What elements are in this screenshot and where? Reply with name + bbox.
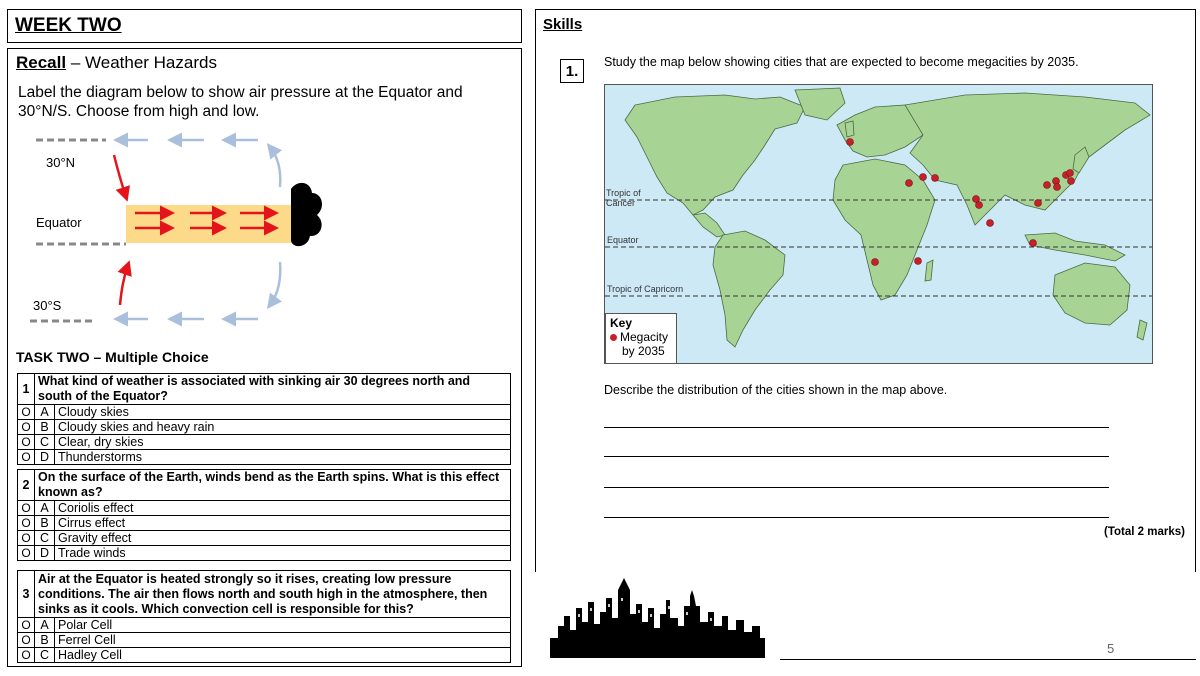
world-map xyxy=(605,85,1152,363)
question-number-badge: 1. xyxy=(560,59,584,83)
question-text: Air at the Equator is heated strongly so it rises, creating low pressure conditions. The air then flows north and south high in the atmosphere, then sinks as it cools. Which convection cell is responsible for this? xyxy=(35,571,511,618)
tropic-capricorn-label: Tropic of Capricorn xyxy=(607,284,684,294)
label-30n: 30°N xyxy=(46,155,76,170)
radio-option-3b[interactable]: O xyxy=(18,633,35,648)
option-letter: A xyxy=(35,618,55,633)
option-text: Cloudy skies and heavy rain xyxy=(55,420,511,435)
option-letter: B xyxy=(35,420,55,435)
rising-air-arrow-north xyxy=(270,147,280,187)
radio-option-2c[interactable]: O xyxy=(18,531,35,546)
rising-air-arrow-south xyxy=(270,262,280,305)
option-row[interactable] xyxy=(18,618,511,633)
city-skyline-image xyxy=(550,578,765,660)
week-title-box xyxy=(7,9,522,43)
option-text: Cirrus effect xyxy=(55,516,511,531)
option-row[interactable] xyxy=(18,546,511,561)
megacity-map xyxy=(604,84,1153,364)
option-text: Polar Cell xyxy=(55,618,511,633)
key-title: Key xyxy=(610,316,633,330)
option-text: Hadley Cell xyxy=(55,648,511,663)
label-equator: Equator xyxy=(36,215,82,230)
option-letter: C xyxy=(35,531,55,546)
cloud-icon xyxy=(291,183,322,246)
tropic-cancer-label-line1: Tropic of xyxy=(606,188,641,198)
question-2-table xyxy=(17,469,511,561)
skills-question-text: Study the map below showing cities that are expected to become megacities by 2035. xyxy=(604,55,1079,69)
megacity-marker xyxy=(920,174,927,181)
megacity-marker xyxy=(1044,182,1051,189)
option-row[interactable] xyxy=(18,405,511,420)
radio-option-1a[interactable]: O xyxy=(18,405,35,420)
radio-option-1d[interactable]: O xyxy=(18,450,35,465)
tropic-cancer-label xyxy=(606,188,641,208)
radio-option-3c[interactable]: O xyxy=(18,648,35,663)
option-letter: A xyxy=(35,501,55,516)
task-two-title: TASK TWO – Multiple Choice xyxy=(16,349,209,365)
equator-heat-band xyxy=(126,205,291,243)
page-number: 5 xyxy=(1107,641,1115,656)
megacity-marker xyxy=(847,139,854,146)
radio-option-2b[interactable]: O xyxy=(18,516,35,531)
option-text: Clear, dry skies xyxy=(55,435,511,450)
recall-subtitle: – Weather Hazards xyxy=(66,53,217,72)
answer-line-4[interactable] xyxy=(604,517,1109,518)
option-row[interactable] xyxy=(18,435,511,450)
describe-prompt: Describe the distribution of the cities shown in the map above. xyxy=(604,383,948,397)
option-row[interactable] xyxy=(18,501,511,516)
sinking-air-arrow-north xyxy=(114,155,126,197)
option-letter: A xyxy=(35,405,55,420)
option-letter: C xyxy=(35,648,55,663)
option-letter: B xyxy=(35,516,55,531)
megacity-marker xyxy=(976,202,983,209)
question-text: What kind of weather is associated with sinking air 30 degrees north and south of the Equator? xyxy=(35,374,511,405)
label-30s: 30°S xyxy=(33,298,62,313)
megacity-marker xyxy=(1035,200,1042,207)
megacity-marker xyxy=(1030,240,1037,247)
megacity-marker xyxy=(872,259,879,266)
option-row[interactable] xyxy=(18,516,511,531)
option-text: Ferrel Cell xyxy=(55,633,511,648)
recall-title xyxy=(16,53,217,73)
key-item xyxy=(610,330,672,344)
answer-line-3[interactable] xyxy=(604,487,1109,488)
question-number: 1 xyxy=(18,374,35,405)
key-item-line2: by 2035 xyxy=(622,344,665,358)
question-1-row xyxy=(18,374,511,405)
megacity-marker xyxy=(915,258,922,265)
megacity-dot-icon xyxy=(610,334,617,341)
map-key xyxy=(605,313,677,364)
question-number: 2 xyxy=(18,470,35,501)
tropic-cancer-label-line2: Cancer xyxy=(606,198,636,208)
radio-option-2d[interactable]: O xyxy=(18,546,35,561)
option-letter: D xyxy=(35,546,55,561)
question-text: On the surface of the Earth, winds bend as the Earth spins. What is this effect known as? xyxy=(35,470,511,501)
megacity-marker xyxy=(1067,170,1074,177)
option-text: Cloudy skies xyxy=(55,405,511,420)
recall-instructions: Label the diagram below to show air pressure at the Equator and 30°N/S. Choose from high and low. xyxy=(18,84,463,120)
question-number: 3 xyxy=(18,571,35,618)
answer-line-2[interactable] xyxy=(604,456,1109,457)
radio-option-1b[interactable]: O xyxy=(18,420,35,435)
question-3-table xyxy=(17,570,511,663)
question-1-table xyxy=(17,373,511,465)
radio-option-2a[interactable]: O xyxy=(18,501,35,516)
megacity-marker xyxy=(906,180,913,187)
option-row[interactable] xyxy=(18,450,511,465)
megacity-marker xyxy=(932,175,939,182)
question-3-row xyxy=(18,571,511,618)
option-row[interactable] xyxy=(18,633,511,648)
recall-label: Recall xyxy=(16,53,67,72)
megacity-marker xyxy=(1068,178,1075,185)
option-letter: C xyxy=(35,435,55,450)
megacity-marker xyxy=(987,220,994,227)
option-row[interactable] xyxy=(18,420,511,435)
key-item-line1: Megacity xyxy=(620,330,669,344)
option-text: Gravity effect xyxy=(55,531,511,546)
option-letter: D xyxy=(35,450,55,465)
footer-line xyxy=(780,659,1196,660)
skills-title: Skills xyxy=(543,16,583,33)
megacity-marker xyxy=(1054,184,1061,191)
radio-option-1c[interactable]: O xyxy=(18,435,35,450)
option-letter: B xyxy=(35,633,55,648)
week-title: WEEK TWO xyxy=(15,15,122,36)
answer-line-1[interactable] xyxy=(604,427,1109,428)
option-text: Thunderstorms xyxy=(55,450,511,465)
sinking-air-arrow-south xyxy=(120,265,128,305)
radio-option-3a[interactable]: O xyxy=(18,618,35,633)
uk xyxy=(845,121,854,137)
total-marks: (Total 2 marks) xyxy=(1104,526,1185,538)
option-row[interactable] xyxy=(18,648,511,663)
option-text: Trade winds xyxy=(55,546,511,561)
option-text: Coriolis effect xyxy=(55,501,511,516)
option-row[interactable] xyxy=(18,531,511,546)
equator-label: Equator xyxy=(607,235,639,245)
question-2-row xyxy=(18,470,511,501)
